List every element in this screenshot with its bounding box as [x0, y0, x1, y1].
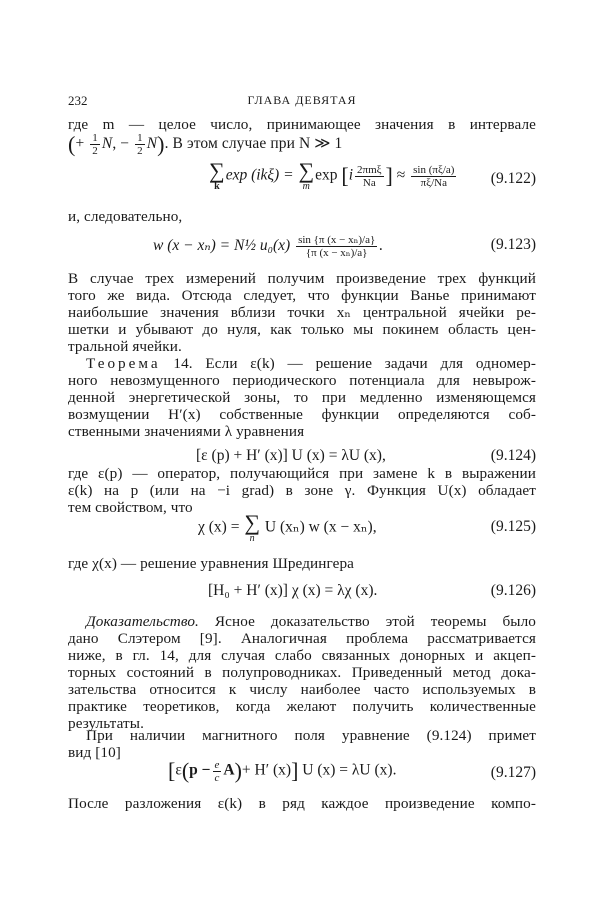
- text-line: тральной ячейки.: [68, 338, 182, 355]
- proof-line: Доказательство. Ясное доказательство этой теоремы было: [86, 613, 536, 630]
- equation-number: (9.125): [490, 518, 536, 535]
- text-line: результаты.: [68, 715, 144, 732]
- text-line: вид [10]: [68, 744, 121, 761]
- equation-number: (9.127): [490, 764, 536, 781]
- equation-9-126: [H₀ + H′ (x)] χ (x) = λχ (x). (9.126): [208, 582, 536, 599]
- running-head: ГЛАВА ДЕВЯТАЯ: [247, 93, 357, 107]
- text-line: где ε(p) — оператор, получающийся при замене k в выражении: [68, 465, 536, 482]
- equation-number: (9.122): [490, 170, 536, 187]
- text-line: наибольшие значения вблизи точки xₙ центральной ячейки ре-: [68, 304, 536, 321]
- equation-number: (9.124): [490, 447, 536, 464]
- text-line: После разложения ε(k) в ряд каждое произведение компо-: [68, 795, 536, 812]
- text-line: торных состояний в полупроводниках. Приведенный метод дока-: [68, 664, 536, 681]
- text-line: и, следовательно,: [68, 208, 183, 225]
- text-line: того же вида. Отсюда следует, что функции Ванье принимают: [68, 287, 536, 304]
- text-line: ственными значениями λ уравнения: [68, 423, 305, 440]
- text-line: ного невозмущенного периодического потенциала для невырож-: [68, 372, 536, 389]
- text-line: В случае трех измерений получим произведение трех функций: [68, 270, 536, 287]
- theorem-label: Теорема: [86, 355, 161, 372]
- interval-line: (+ $\frac{1}{2}$ N, − $\frac{1}{2}$ N). В этом случае при N ≫ 1: [68, 131, 343, 157]
- theorem-line: Теорема 14. Если ε(k) — решение задачи для одномер-: [86, 355, 536, 372]
- text-line: При наличии магнитного поля уравнение (9.124) примет: [86, 727, 536, 744]
- text-line: практике теоретиков, когда желают получить количественные: [68, 698, 536, 715]
- equation-9-125: χ (x) = ∑ n U (xₙ) w (x − xₙ), (9.125): [198, 510, 536, 544]
- page-number: 232: [68, 93, 88, 108]
- equation-9-127: [ε(p − $\frac{e}{c}$ A)+ H′ (x)] U (x) = λU (x). (9.127): [168, 758, 536, 784]
- interval-tail: . В этом случае при N ≫ 1: [164, 135, 343, 153]
- equation-number: (9.123): [490, 236, 536, 253]
- text-line: где χ(x) — решение уравнения Шредингера: [68, 555, 354, 572]
- text-line: ниже, в гл. 14, для случая слабо связанных донорных и акцеп-: [68, 647, 536, 664]
- text-line: дано Слэтером [9]. Аналогичная проблема рассматривается: [68, 630, 536, 647]
- text-line: тем свойством, что: [68, 499, 193, 516]
- equation-9-123: w (x − xₙ) = N½ u₀(x) $\frac{\text{sin \{π (x − xₙ)/a\}}}{\text{\{π (x − xₙ)/a\}}}$ . (9.123): [153, 234, 536, 259]
- proof-label: Доказательство.: [86, 613, 199, 630]
- text-line: где m — целое число, принимающее значения в интервале: [68, 116, 536, 133]
- text-line: ε(k) на p (или на −i grad) в зоне γ. Функция U(x) обладает: [68, 482, 536, 499]
- equation-9-124: [ε (p) + H′ (x)] U (x) = λU (x), (9.124): [196, 447, 536, 464]
- equation-number: (9.126): [490, 582, 536, 599]
- text-line: возмущении H′(x) собственные функции определяются соб-: [68, 406, 536, 423]
- text-line: шетки и убывают до нуля, как только мы покинем область цен-: [68, 321, 536, 338]
- equation-9-122: ∑ k exp (ikξ) = ∑ m exp [i $\frac{\text{2πmξ}}{Na}$ ] ≈ $\frac{\sin (\pi\xi/a)}{\pi\xi/Na}$ (9.122): [209, 158, 536, 192]
- text-line: зательства относится к числу наиболее часто используемых в: [68, 681, 536, 698]
- text-line: денной энергетической зоны, то при медленно изменяющемся: [68, 389, 536, 406]
